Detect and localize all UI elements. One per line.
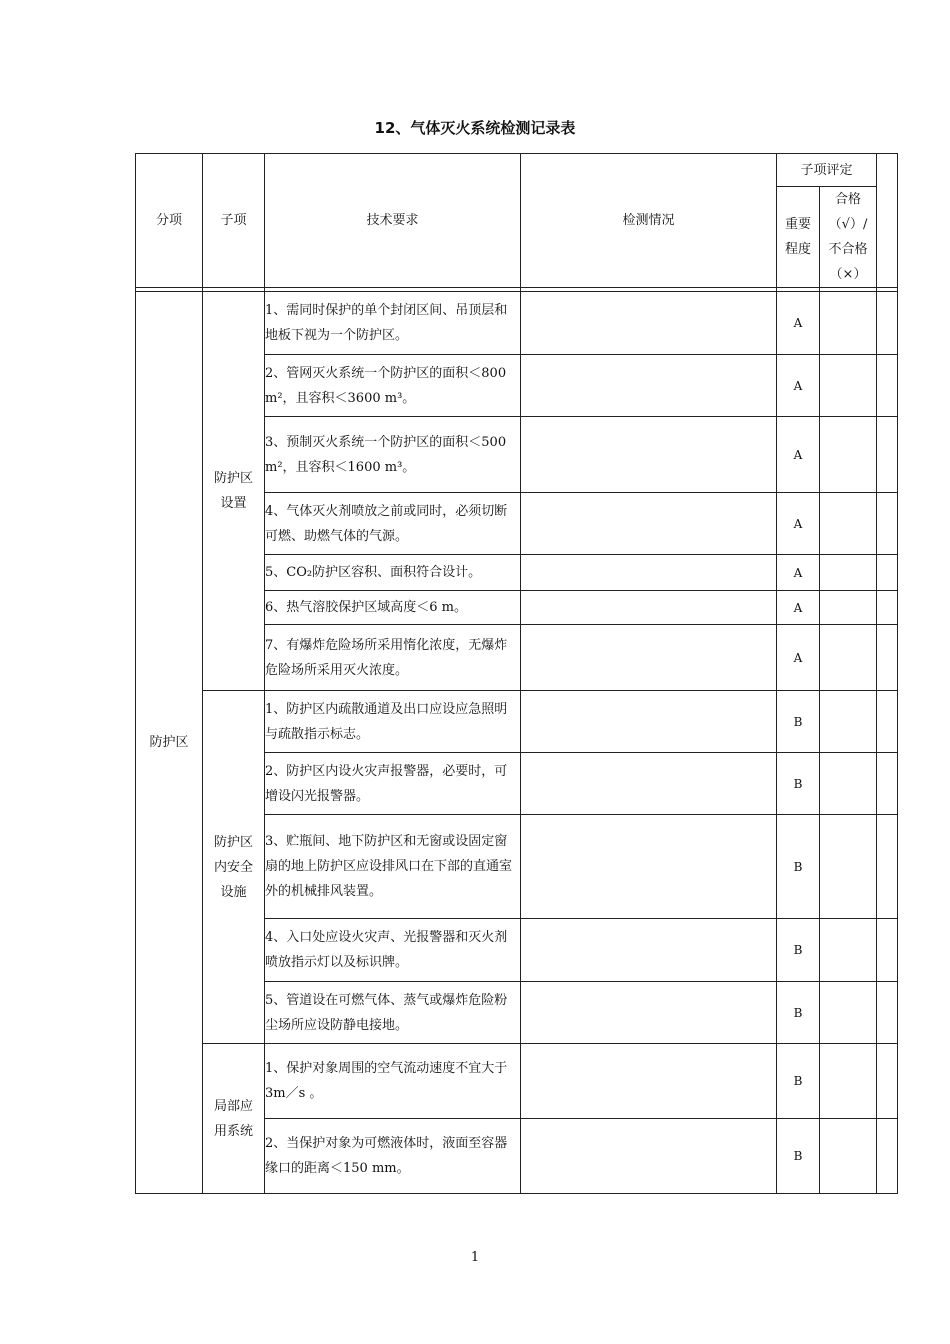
requirement-cell: 2、管网灭火系统一个防护区的面积＜800 m²，且容积＜3600 m³。 [265, 355, 521, 417]
importance-cell: B [777, 815, 820, 919]
requirement-cell: 2、防护区内设火灾声报警器，必要时，可增设闪光报警器。 [265, 753, 521, 815]
pass-fail-cell[interactable] [820, 493, 877, 555]
inspection-cell[interactable] [521, 753, 777, 815]
table-row [136, 691, 898, 753]
requirement-cell: 7、有爆炸危险场所采用惰化浓度，无爆炸危险场所采用灭火浓度。 [265, 625, 521, 691]
table-row [136, 1044, 898, 1119]
blank-column-cell [877, 1119, 898, 1194]
requirement-cell: 5、CO₂防护区容积、面积符合设计。 [265, 555, 521, 591]
blank-column-cell [877, 625, 898, 691]
importance-cell: B [777, 982, 820, 1044]
page-number: 1 [470, 1250, 480, 1265]
blank-column-cell [877, 691, 898, 753]
importance-cell: A [777, 417, 820, 493]
blank-column-cell [877, 982, 898, 1044]
inspection-cell[interactable] [521, 1119, 777, 1194]
subitem-cell [203, 1044, 265, 1194]
importance-cell: A [777, 625, 820, 691]
pass-fail-cell[interactable] [820, 625, 877, 691]
blank-column-cell [877, 1044, 898, 1119]
blank-column-cell [877, 919, 898, 982]
blank-column-cell [877, 292, 898, 355]
inspection-cell[interactable] [521, 625, 777, 691]
inspection-cell[interactable] [521, 691, 777, 753]
inspection-record-table [135, 153, 898, 1194]
importance-cell: A [777, 591, 820, 625]
requirement-cell: 1、需同时保护的单个封闭区间、吊顶层和地板下视为一个防护区。 [265, 292, 521, 355]
pass-fail-cell[interactable] [820, 1044, 877, 1119]
pass-fail-cell[interactable] [820, 417, 877, 493]
requirement-cell: 4、入口处应设火灾声、光报警器和灭火剂喷放指示灯以及标识牌。 [265, 919, 521, 982]
importance-cell: A [777, 555, 820, 591]
table-row [136, 292, 898, 355]
requirement-cell: 2、当保护对象为可燃液体时，液面至容器缘口的距离＜150 mm。 [265, 1119, 521, 1194]
importance-cell: A [777, 292, 820, 355]
page-title: 12、气体灭火系统检测记录表 [374, 119, 576, 137]
pass-fail-cell[interactable] [820, 753, 877, 815]
header-tech-requirement: 技术要求 [265, 154, 521, 288]
importance-cell: B [777, 919, 820, 982]
blank-column-cell [877, 417, 898, 493]
inspection-cell[interactable] [521, 591, 777, 625]
inspection-cell[interactable] [521, 417, 777, 493]
blank-column-cell [877, 154, 898, 288]
pass-fail-cell[interactable] [820, 919, 877, 982]
subitem-cell [203, 292, 265, 691]
requirement-cell: 3、贮瓶间、地下防护区和无窗或设固定窗扇的地上防护区应设排风口在下部的直通室外的机械排风装置。 [265, 815, 521, 919]
pass-fail-cell[interactable] [820, 1119, 877, 1194]
blank-column-cell [877, 815, 898, 919]
requirement-cell: 6、热气溶胶保护区域高度＜6 m。 [265, 591, 521, 625]
pass-fail-cell[interactable] [820, 591, 877, 625]
pass-fail-cell[interactable] [820, 815, 877, 919]
requirement-cell: 1、防护区内疏散通道及出口应设应急照明与疏散指示标志。 [265, 691, 521, 753]
requirement-cell: 4、气体灭火剂喷放之前或同时，必须切断可燃、助燃气体的气源。 [265, 493, 521, 555]
importance-cell: A [777, 493, 820, 555]
header-pass-fail-text: 合格（√）/不合格（×） [828, 192, 868, 282]
importance-cell: A [777, 355, 820, 417]
inspection-cell[interactable] [521, 555, 777, 591]
inspection-cell[interactable] [521, 1044, 777, 1119]
pass-fail-cell[interactable] [820, 555, 877, 591]
pass-fail-cell[interactable] [820, 355, 877, 417]
pass-fail-cell[interactable] [820, 691, 877, 753]
header-importance [777, 187, 820, 288]
blank-column-cell [877, 355, 898, 417]
requirement-cell: 1、保护对象周围的空气流动速度不宜大于 3m／s 。 [265, 1044, 521, 1119]
inspection-cell[interactable] [521, 919, 777, 982]
importance-cell: B [777, 1044, 820, 1119]
header-importance-text: 重要程度 [784, 217, 811, 257]
blank-column-cell [877, 753, 898, 815]
inspection-cell[interactable] [521, 493, 777, 555]
importance-cell: B [777, 753, 820, 815]
subitem-text: 防护区设置 [213, 471, 253, 511]
header-inspection: 检测情况 [521, 154, 777, 288]
inspection-cell[interactable] [521, 292, 777, 355]
inspection-cell[interactable] [521, 815, 777, 919]
blank-column-cell [877, 493, 898, 555]
category-cell: 防护区 [136, 292, 203, 1194]
header-subitem: 子项 [203, 154, 265, 288]
importance-cell: B [777, 691, 820, 753]
blank-column-cell [877, 591, 898, 625]
subitem-cell [203, 691, 265, 1044]
header-pass-fail [820, 187, 877, 288]
inspection-cell[interactable] [521, 355, 777, 417]
pass-fail-cell[interactable] [820, 982, 877, 1044]
pass-fail-cell[interactable] [820, 292, 877, 355]
subitem-text: 局部应用系统 [213, 1098, 253, 1139]
header-evaluation: 子项评定 [777, 154, 877, 187]
inspection-cell[interactable] [521, 982, 777, 1044]
header-category: 分项 [136, 154, 203, 288]
requirement-cell: 3、预制灭火系统一个防护区的面积＜500 m²，且容积＜1600 m³。 [265, 417, 521, 493]
requirement-cell: 5、管道设在可燃气体、蒸气或爆炸危险粉尘场所应设防静电接地。 [265, 982, 521, 1044]
subitem-text: 防护区内安全设施 [213, 834, 253, 900]
importance-cell: B [777, 1119, 820, 1194]
blank-column-cell [877, 555, 898, 591]
